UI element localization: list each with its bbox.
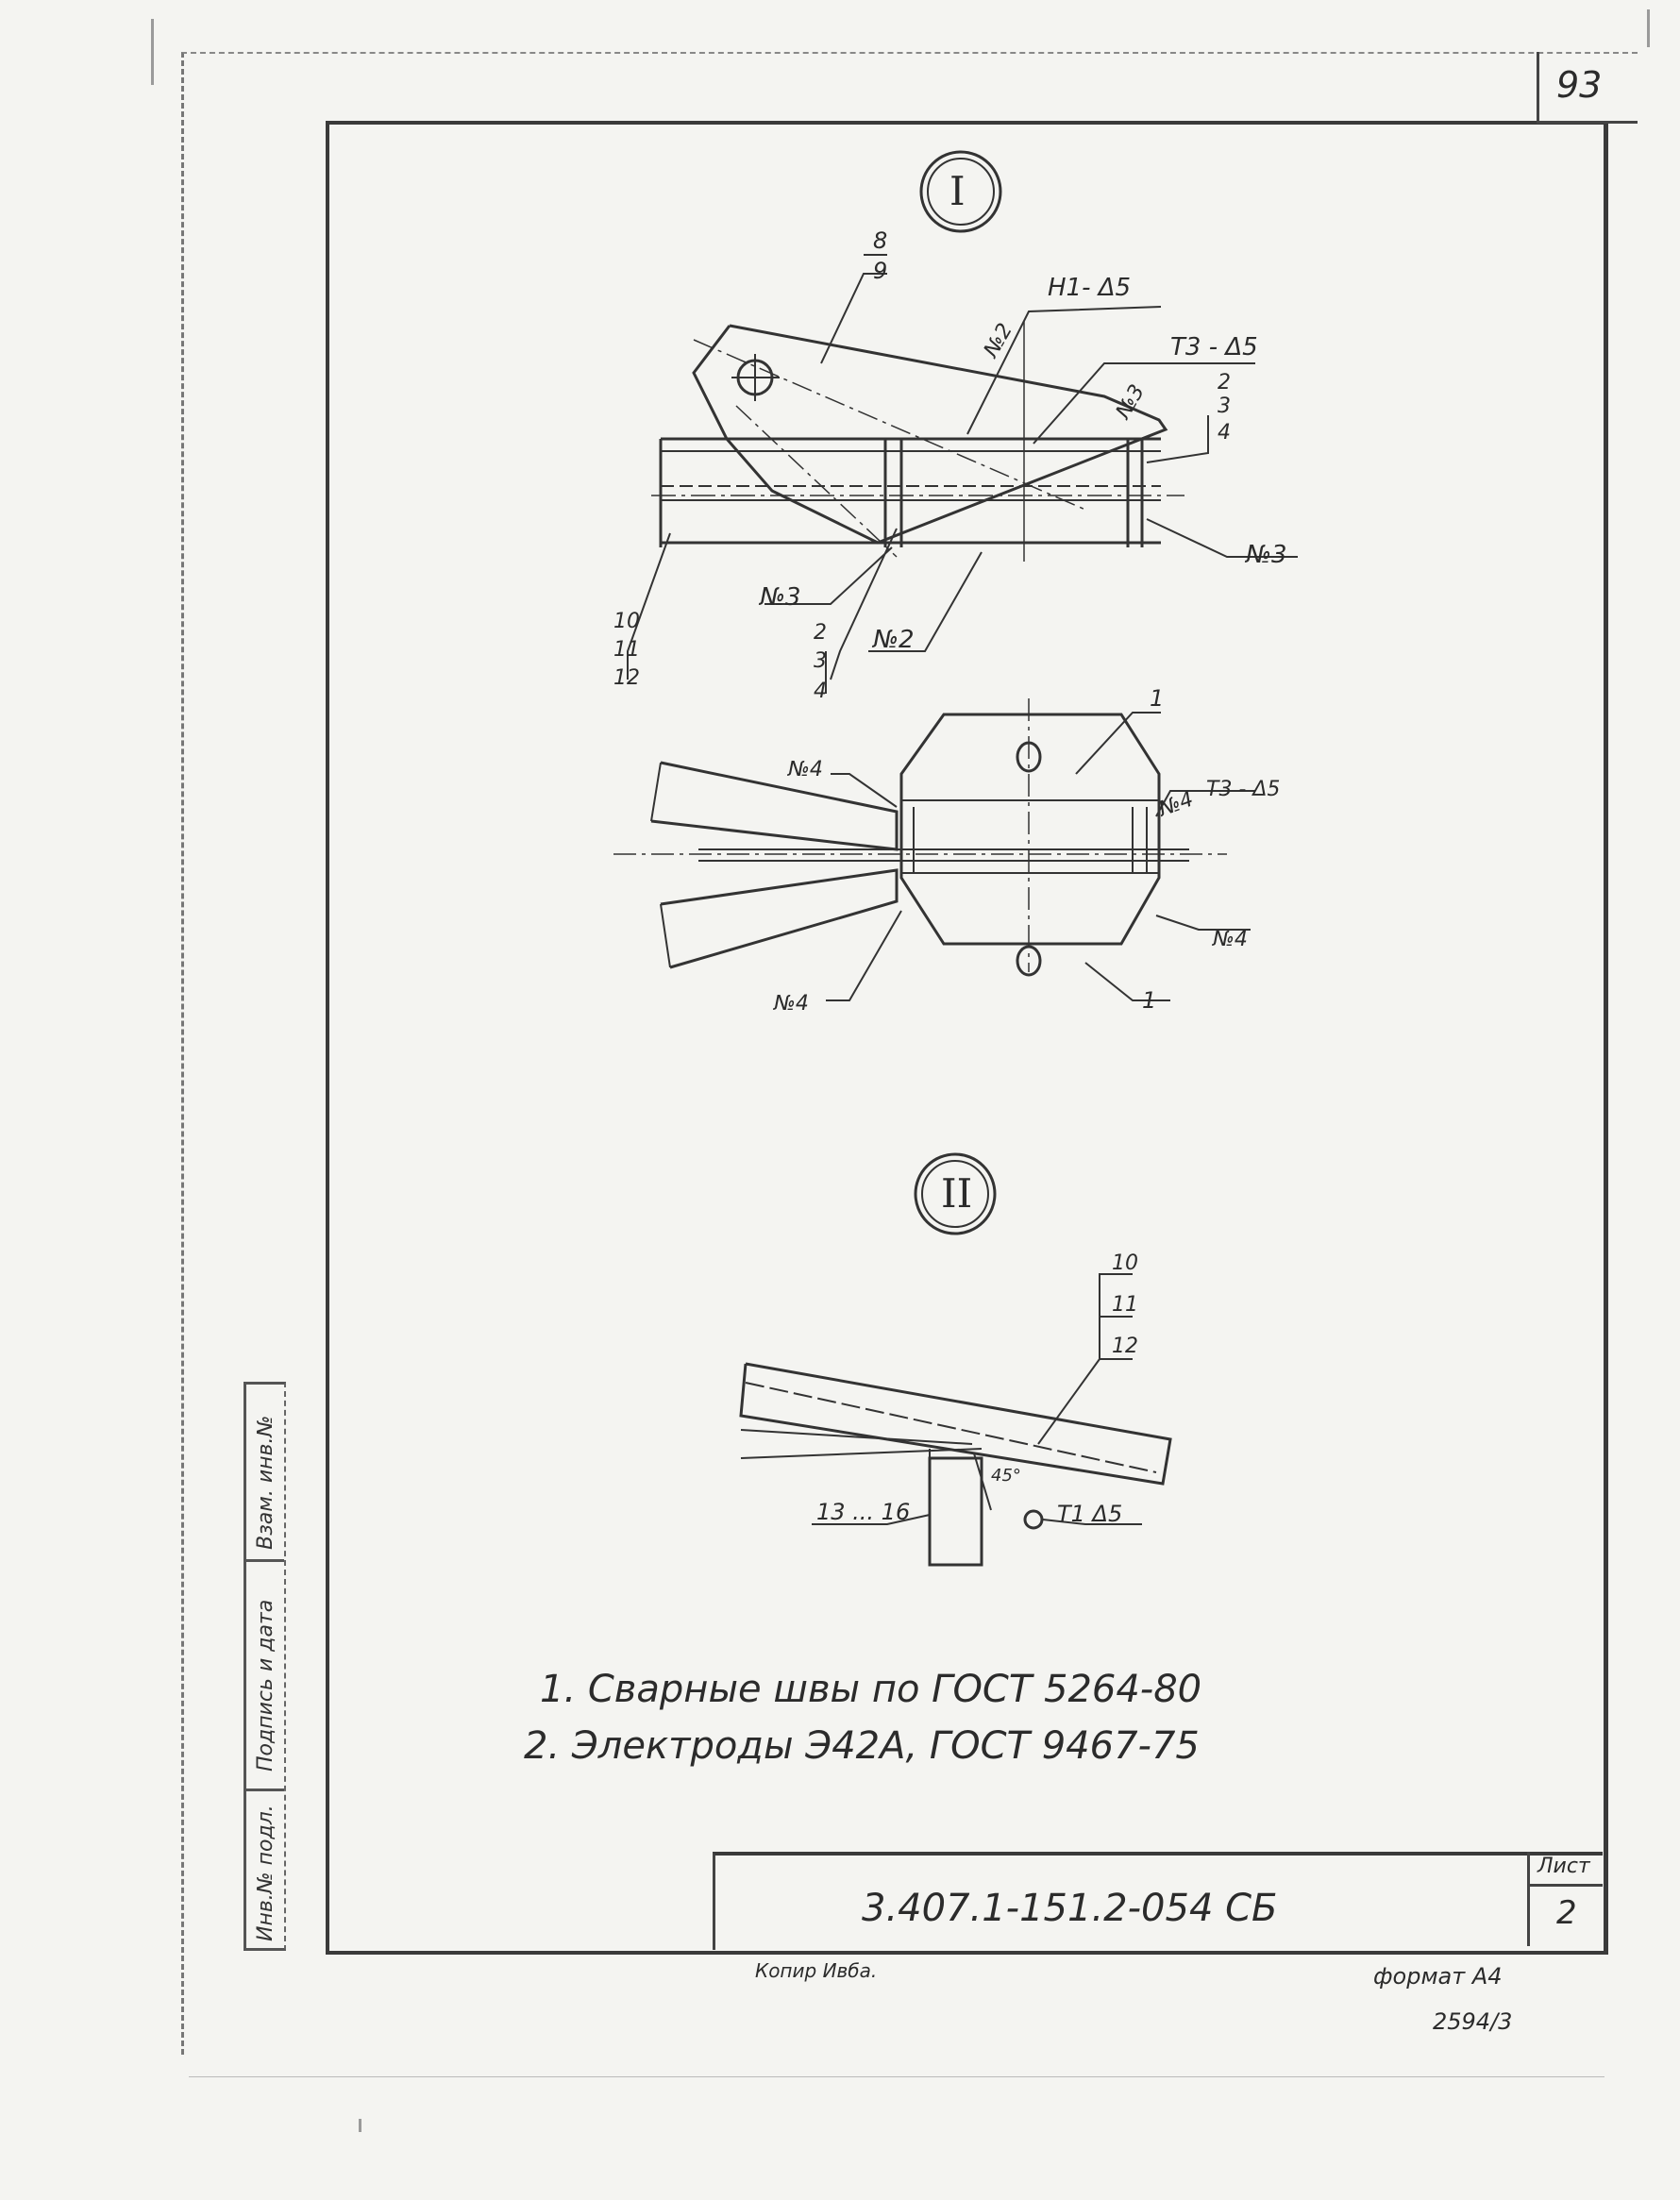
plan-label-1-bottom: 1 <box>1142 987 1157 1014</box>
title-block <box>713 1852 1603 1950</box>
note-welds: 1. Сварные швы по ГОСТ 5264-80 <box>540 1668 1202 1711</box>
callout-right-2: 3 <box>1218 395 1231 418</box>
detail-1-plate <box>694 326 1166 543</box>
callout-left-3: 12 <box>613 666 640 690</box>
format-label: формат А4 <box>1373 1963 1503 1990</box>
plan-label-n4-top: №4 <box>788 758 823 781</box>
callout-right-3: 4 <box>1218 421 1231 445</box>
plan-label-n4-right: №4 <box>1155 787 1197 822</box>
copied-by: Копир Ивба. <box>755 1959 878 1982</box>
mark-n2: №2 <box>979 319 1018 361</box>
mark-n3: №3 <box>1111 380 1151 423</box>
document-designation: 3.407.1-151.2-054 СБ <box>862 1887 1278 1930</box>
side-replace-inv-label: Взам. инв.№ <box>254 1415 277 1550</box>
detail-2-callout-1: 10 <box>1112 1251 1138 1275</box>
label-n3-right: №3 <box>1246 541 1287 569</box>
archive-number: 2594/3 <box>1433 2008 1513 2035</box>
plan-label-1-top: 1 <box>1150 685 1165 712</box>
detail-1-leaders <box>628 255 1298 694</box>
page-number: 93 <box>1556 64 1603 106</box>
detail-2-angle: 45° <box>991 1466 1021 1486</box>
label-n2-bottom: №2 <box>873 626 915 654</box>
detail-2-weld-t1: Т1 Δ5 <box>1057 1501 1123 1527</box>
detail-2-callout-3: 12 <box>1112 1335 1138 1358</box>
plan-label-n4-left-bottom: №4 <box>774 992 809 1016</box>
side-inv-label: Инв.№ подл. <box>254 1805 277 1941</box>
plan-weld-t3: Т3 - Δ5 <box>1206 778 1281 801</box>
sheet-number: 2 <box>1556 1894 1577 1932</box>
callout-mid-2: 3 <box>814 649 827 673</box>
detail-1-marker-label: I <box>949 168 966 214</box>
callout-plate-top: 8 <box>873 227 888 254</box>
callout-left-2: 11 <box>613 638 640 662</box>
callout-mid-1: 2 <box>814 621 827 645</box>
callout-right-1: 2 <box>1218 371 1231 395</box>
detail-2-leaders <box>812 1274 1142 1527</box>
callout-left-1: 10 <box>613 610 640 633</box>
detail-2-range-label: 13 ... 16 <box>816 1499 911 1525</box>
callout-plate-bottom: 9 <box>873 258 888 284</box>
label-n3-left: №3 <box>760 583 801 612</box>
detail-1-plan <box>613 698 1227 975</box>
sheet-number-cell <box>1527 1852 1603 1946</box>
sheet-label: Лист <box>1537 1855 1590 1878</box>
detail-2-section <box>741 1364 1170 1565</box>
weld-t3-label: Т3 - Δ5 <box>1170 333 1258 361</box>
detail-2-callout-2: 11 <box>1112 1293 1138 1317</box>
plan-label-n4-right-bottom: №4 <box>1213 928 1248 951</box>
note-electrodes: 2. Электроды Э42А, ГОСТ 9467-75 <box>524 1724 1200 1768</box>
detail-2-marker-label: II <box>941 1170 973 1217</box>
callout-mid-3: 4 <box>814 680 827 703</box>
weld-h1-label: Н1- Δ5 <box>1048 274 1132 302</box>
side-signature-label: Подпись и дата <box>254 1599 277 1772</box>
